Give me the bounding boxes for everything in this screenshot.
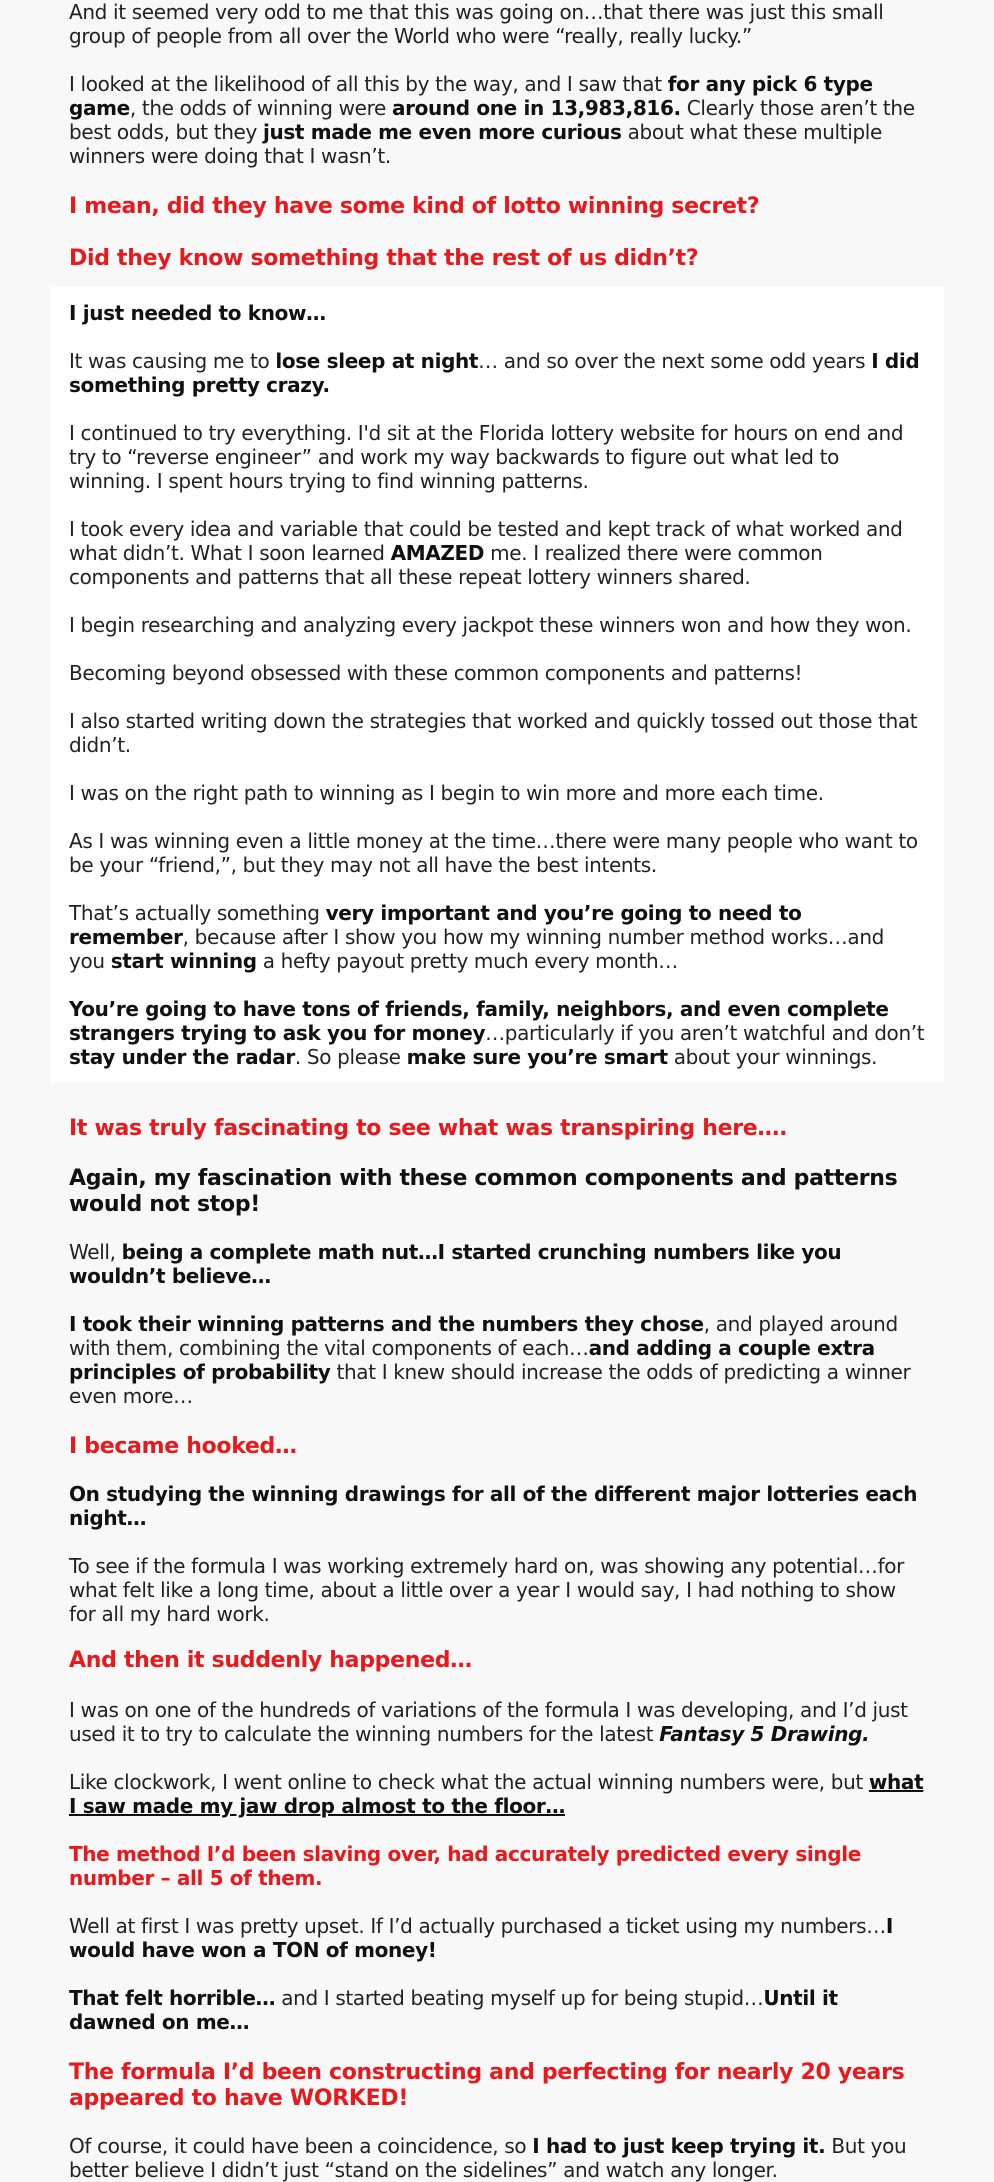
paragraph: Well at first I was pretty upset. If I’d actually purchased a ticket using my numbers…I would have won a TON of money! [69,1914,893,1962]
paragraph: You’re going to have tons of friends, family, neighbors, and even complete strangers trying to ask you for money…particularly if you aren’t watchful and don’t stay under the radar. So please make sure you’re smart about your winnings. [69,997,925,1069]
red-heading: I became hooked… [69,1434,297,1459]
paragraph: Well, being a complete math nut…I started crunching numbers like you wouldn’t believe… [69,1240,842,1288]
red-heading: It was truly fascinating to see what was transpiring here…. [69,1116,788,1141]
red-heading: The method I’d been slaving over, had accurately predicted every single number – all 5 of them. [69,1842,861,1890]
paragraph: Becoming beyond obsessed with these common components and patterns! [69,661,803,685]
paragraph: On studying the winning drawings for all of the different major lotteries each night… [69,1482,918,1530]
red-heading: And then it suddenly happened… [69,1648,472,1673]
paragraph: It was causing me to lose sleep at night… and so over the next some odd years I did something pretty crazy. [69,349,920,397]
paragraph: I was on one of the hundreds of variations of the formula I was developing, and I’d just used it to try to calculate the winning numbers for the latest Fantasy 5 Drawing. [69,1698,908,1746]
paragraph: I took every idea and variable that could be tested and kept track of what worked and what didn’t. What I soon learned AMAZED me. I realized there were common components and patterns that all these repeat lottery winners shared. [69,517,903,589]
paragraph: And it seemed very odd to me that this was going on…that there was just this small group of people from all over the World who were “really, really lucky.” [69,0,884,48]
paragraph: I was on the right path to winning as I begin to win more and more each time. [69,781,824,805]
highlight-box [50,287,944,1083]
story-section [0,1116,994,2182]
paragraph: Like clockwork, I went online to check what the actual winning numbers were, but what I saw made my jaw drop almost to the floor… [69,1770,924,1818]
black-heading: Again, my fascination with these common components and patterns would not stop! [69,1166,898,1217]
paragraph: Of course, it could have been a coincidence, so I had to just keep trying it. But you better believe I didn’t just “stand on the sidelines” and watch any longer. [69,2134,907,2182]
paragraph: That felt horrible… and I started beating myself up for being stupid…Until it dawned on me… [69,1986,838,2034]
intro-section [0,0,994,272]
red-heading: I mean, did they have some kind of lotto winning secret? [69,194,760,219]
paragraph: I also started writing down the strategies that worked and quickly tossed out those that didn’t. [69,709,918,757]
paragraph: I just needed to know… [69,301,326,325]
paragraph: As I was winning even a little money at the time…there were many people who want to be your “friend,”, but they may not all have the best intents. [69,829,918,877]
paragraph: I continued to try everything. I'd sit at the Florida lottery website for hours on end and try to “reverse engineer” and work my way backwards to figure out what led to winning. I spent hours trying to find winning patterns. [69,421,904,493]
paragraph: I looked at the likelihood of all this by the way, and I saw that for any pick 6 type game, the odds of winning were around one in 13,983,816. Clearly those aren’t the best odds, but they just made me even more curious about what these multiple winners were doing that I wasn’t. [69,72,915,168]
red-heading: Did they know something that the rest of us didn’t? [69,246,699,271]
paragraph: I took their winning patterns and the numbers they chose, and played around with them, combining the vital components of each…and adding a couple extra principles of probability that I knew should increase the odds of predicting a winner even more… [69,1312,911,1408]
paragraph: I begin researching and analyzing every jackpot these winners won and how they won. [69,613,912,637]
paragraph: To see if the formula I was working extremely hard on, was showing any potential…for what felt like a long time, about a little over a year I would say, I had nothing to show for all my hard work. [69,1554,905,1626]
red-heading: The formula I’d been constructing and perfecting for nearly 20 years appeared to have WORKED! [69,2060,905,2111]
paragraph: That’s actually something very important and you’re going to need to remember, because after I show you how my winning number method works…and you start winning a hefty payout pretty much every month… [69,901,884,973]
